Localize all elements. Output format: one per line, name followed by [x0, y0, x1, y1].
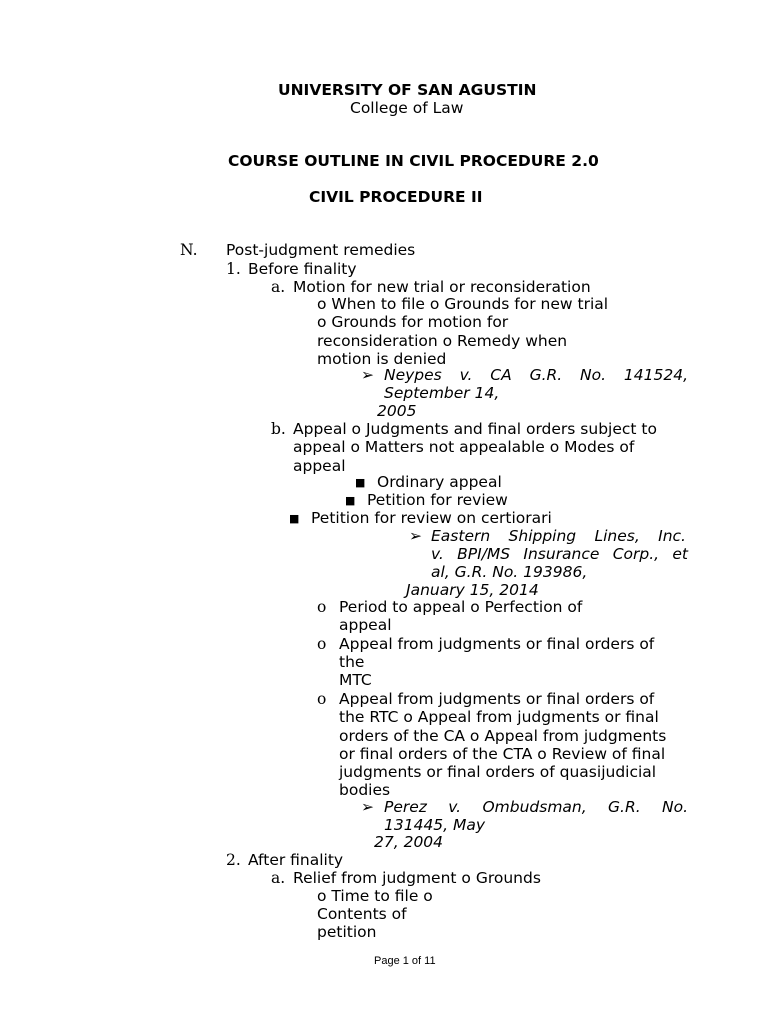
- bullet-icon: ■: [345, 494, 356, 507]
- item-2-marker: 2.: [226, 851, 241, 869]
- case-arrow-icon: ➢: [361, 366, 374, 384]
- case-perez-line1: Perez v. Ombudsman, G.R. No.: [384, 798, 688, 816]
- case-eastern-line1: Eastern Shipping Lines, Inc.: [431, 527, 686, 545]
- case-eastern-line2: v. BPI/MS Insurance Corp., et: [431, 545, 688, 563]
- case-neypes-line3: 2005: [377, 402, 417, 420]
- sub-appeal-mtc-tail: MTC: [339, 671, 372, 689]
- sub-marker: o: [317, 635, 327, 653]
- item-2-label: After finality: [248, 851, 344, 869]
- item-2a-line4: petition: [317, 923, 377, 941]
- case-arrow-icon: ➢: [409, 527, 422, 545]
- section-marker: N.: [180, 241, 198, 259]
- case-perez-line2: 131445, May: [384, 816, 486, 834]
- university-name: UNIVERSITY OF SAN AGUSTIN: [278, 81, 537, 99]
- case-perez-line3: 27, 2004: [374, 833, 444, 851]
- item-1a-label: Motion for new trial or reconsideration: [293, 278, 591, 296]
- item-1-label: Before finality: [248, 260, 357, 278]
- section-title: Post-judgment remedies: [226, 241, 416, 259]
- item-1-marker: 1.: [226, 260, 241, 278]
- sub-appeal-rtc-ca-cta: Appeal from judgments or final orders of the RTC o Appeal from judgments or final orders of the CA o Appeal from judgments or final orders of the CTA o Review of final judgments or final orders of quasijudicial bodies: [339, 690, 667, 800]
- case-arrow-icon: ➢: [361, 798, 374, 816]
- outline-title: COURSE OUTLINE IN CIVIL PROCEDURE 2.0: [228, 152, 599, 170]
- item-2a-label: Relief from judgment o Grounds: [293, 869, 541, 887]
- sub-period-to-appeal: Period to appeal o Perfection of appeal: [339, 598, 583, 635]
- sub-marker: o: [317, 690, 327, 708]
- item-2a-line2: o Time to file o: [317, 887, 433, 905]
- sub-marker: o: [317, 598, 327, 616]
- item-1a-marker: a.: [271, 278, 286, 296]
- case-neypes-line2: September 14,: [384, 384, 500, 402]
- bullet-icon: ■: [355, 476, 366, 489]
- college-name: College of Law: [350, 99, 464, 117]
- mode-petition-for-review: Petition for review: [367, 491, 508, 509]
- item-1b-marker: b.: [271, 420, 286, 438]
- mode-ordinary-appeal: Ordinary appeal: [377, 473, 502, 491]
- item-2a-line3: Contents of: [317, 905, 407, 923]
- item-1a-subitems: o When to file o Grounds for new trial o Grounds for motion for reconsideration o Remedy when motion is denied: [317, 295, 609, 368]
- case-neypes-line1: Neypes v. CA G.R. No. 141524,: [384, 366, 688, 384]
- page-number: Page 1 of 11: [374, 955, 436, 967]
- case-eastern-line4: January 15, 2014: [406, 581, 539, 599]
- sub-appeal-mtc: Appeal from judgments or final orders of the: [339, 635, 655, 672]
- mode-petition-certiorari: Petition for review on certiorari: [311, 509, 552, 527]
- course-title: CIVIL PROCEDURE II: [309, 188, 483, 206]
- case-eastern-line3: al, G.R. No. 193986,: [431, 563, 588, 581]
- item-1b-label: Appeal o Judgments and final orders subject to appeal o Matters not appealable o Modes of appeal: [293, 420, 657, 475]
- bullet-icon: ■: [289, 512, 300, 525]
- item-2a-marker: a.: [271, 869, 286, 887]
